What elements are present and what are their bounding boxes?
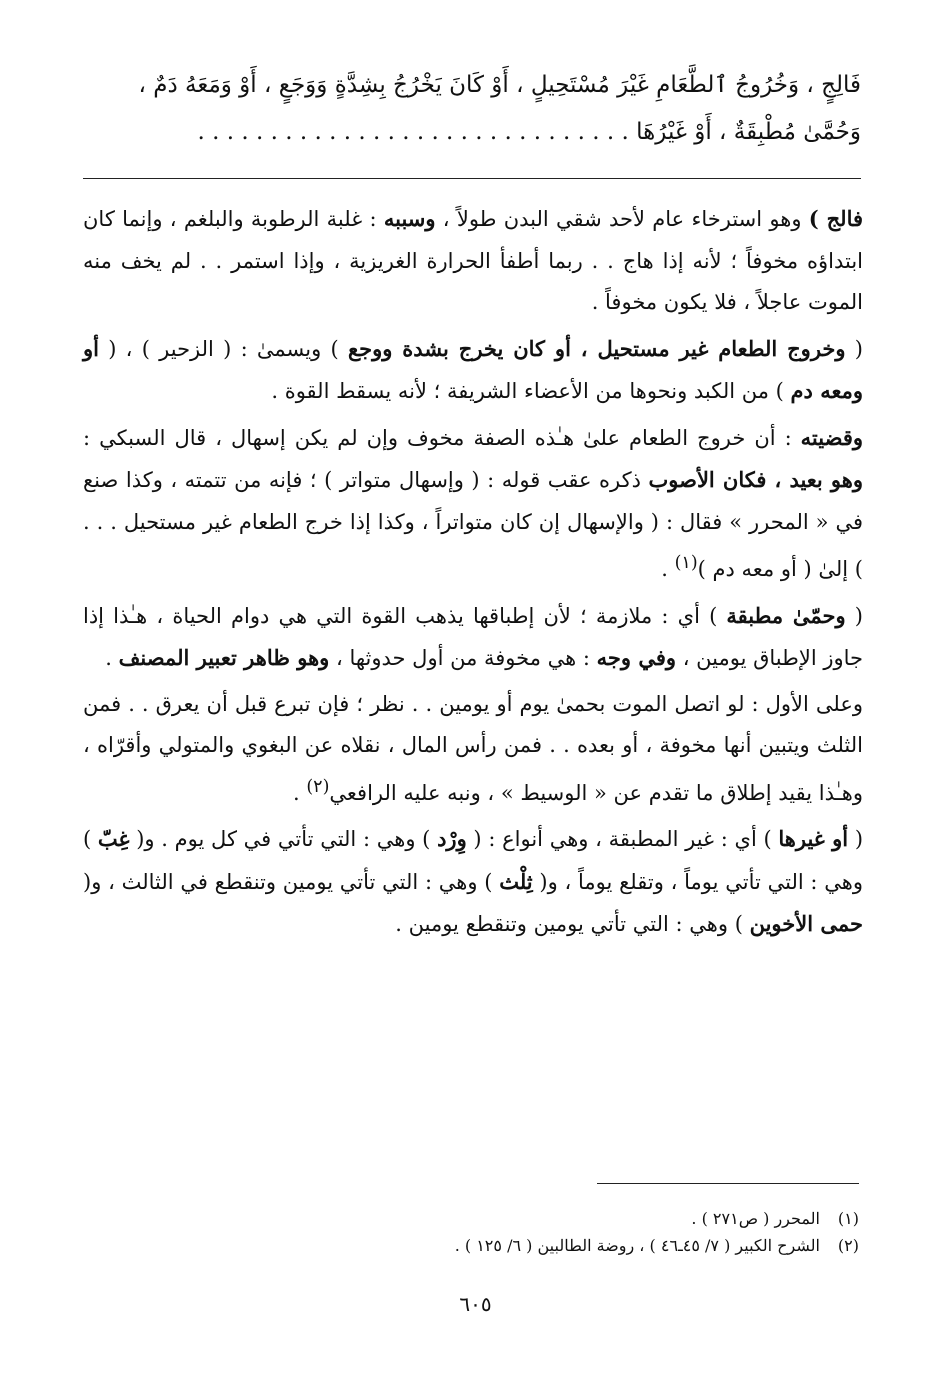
main-text xyxy=(86,62,861,156)
commentary-paragraph xyxy=(83,818,863,946)
text-run: . xyxy=(661,557,675,581)
bold-term: وهو بعيد ، فكان الأصوب xyxy=(648,467,863,492)
bold-term: غِبّ xyxy=(97,826,130,851)
text-run: . xyxy=(292,780,307,805)
bold-term: أو غيرها xyxy=(778,826,849,851)
bold-term: وفي وجه xyxy=(596,645,677,670)
text-run: . xyxy=(105,646,119,670)
bold-term: وهو ظاهر تعبير المصنف xyxy=(118,645,330,670)
footnote-number: (١) xyxy=(837,1209,859,1228)
text-run: : هي مخوفة من أول حدوثها ، xyxy=(329,646,597,670)
commentary-paragraph xyxy=(83,684,863,815)
bold-term: أو ومعه دم xyxy=(83,335,863,403)
text-run: ) وهي : التي تأتي يوماً ، وتقلع يوماً ، و( xyxy=(83,827,863,894)
bold-term: ثِلْث xyxy=(499,868,533,894)
footnote-item xyxy=(99,1205,859,1232)
bold-term: وحمّىٰ مطبقة xyxy=(726,602,846,628)
footnote-number: (٢) xyxy=(837,1236,859,1255)
text-run: ) وهي : التي تأتي يومين وتنقطع يومين . xyxy=(395,912,750,936)
text-run: ) أي : ملازمة ؛ لأن إطباقها يذهب القوة التي هي دوام الحياة ، هـٰذا إذا جاوز الإطباق يومين ، xyxy=(83,603,863,670)
footnote-text: الشرح الكبير ( ٧/ ٤٥ـ٤٦ ) ، روضة الطالبين ( ٦/ ١٢٥ ) . xyxy=(454,1236,820,1255)
footnote-ref[interactable]: (١) xyxy=(674,553,698,573)
text-run: ) وهي : التي تأتي في كل يوم . و( xyxy=(129,827,438,851)
text-run: ) ويسمىٰ : ( الزحير ) ، ( xyxy=(98,336,348,361)
text-run: ) من الكبد ونحوها من الأعضاء الشريفة ؛ لأنه يسقط القوة . xyxy=(271,379,791,403)
page-number: ٦٠٥ xyxy=(459,1292,492,1316)
text-run: وعلى الأول : لو اتصل الموت بحمىٰ يوم أو يومين . . نظر ؛ فإن تبرع قبل أن يعرق . . فمن الثلث ويتبين أنها مخوفة ، أو بعده . . فمن رأس المال ، نقلاه عن البغوي والمتولي وأقرّاه ، وهـٰذا يقيد إطلاق ما تقدم عن « الوسيط » ، ونبه عليه الرافعي xyxy=(83,691,863,805)
footnotes xyxy=(99,1205,859,1259)
separator-rule xyxy=(83,178,861,179)
bold-term: حمى الأخوين xyxy=(749,911,863,936)
text-run: : أن خروج الطعام علىٰ هـٰذه الصفة مخوف وإن لم يكن إسهال ، قال السبكي : xyxy=(83,425,801,450)
text-run: ( xyxy=(845,336,863,361)
text-run: ذكره عقب قوله : ( وإسهال متواتر ) ؛ فإنه من تتمته ، وكذا صنع في « المحرر » فقال : ( والإسهال إن كان متواتراً ، وكذا إذا خرج الطعام غير مستحيل . . . ) إلىٰ ( أو معه دم ) xyxy=(83,468,863,581)
footnote-rule xyxy=(597,1183,859,1184)
bold-term: وِرْد xyxy=(437,826,467,851)
bold-term: فالج ) xyxy=(808,206,864,231)
text-run: : غلبة الرطوبة والبلغم ، وإنما كان ابتداؤه مخوفاً ؛ لأنه إذا هاج . . ربما أطفأ الحرارة الغريزية ، وإذا استمر . . لم يخف منه الموت عاجلاً ، فلا يكون مخوفاً . xyxy=(83,207,863,314)
text-run: ( xyxy=(845,603,863,628)
main-text-line: وَحُمَّىٰ مُطْبِقَةٌ ، أَوْ غَيْرُهَا . . . . . . . . . . . . . . . . . . . . . . . . . . . . . . xyxy=(197,119,861,145)
commentary-paragraph xyxy=(83,198,863,324)
bold-term: وقضيته xyxy=(800,424,863,450)
commentary-paragraph xyxy=(83,417,863,591)
main-text-line: فَالِجٍ ، وَخُرُوجُ ٱلطَّعَامِ غَيْرَ مُسْتَحِيلٍ ، أَوْ كَانَ يَخْرُجُ بِشِدَّةٍ وَوَجَعٍ ، أَوْ وَمَعَهُ دَمٌ ، xyxy=(138,72,861,98)
footnote-text: المحرر ( ص٢٧١ ) . xyxy=(691,1209,820,1228)
bold-term: وسببه xyxy=(383,206,436,231)
footnote-item xyxy=(99,1232,859,1259)
commentary-paragraph xyxy=(83,595,863,680)
text-run: ) أي : غير المطبقة ، وهي أنواع : ( xyxy=(466,827,779,851)
commentary xyxy=(83,198,863,950)
text-run: ) وهي : التي تأتي يومين وتنقطع في الثالث ، و( xyxy=(83,869,500,894)
text-run: وهو استرخاء عام لأحد شقي البدن طولاً ، xyxy=(435,207,809,231)
commentary-paragraph xyxy=(83,328,863,413)
footnote-ref[interactable]: (٢) xyxy=(306,776,330,797)
bold-term: وخروج الطعام غير مستحيل ، أو كان يخرج بشدة ووجع xyxy=(347,335,846,361)
text-run: ( xyxy=(848,827,864,851)
